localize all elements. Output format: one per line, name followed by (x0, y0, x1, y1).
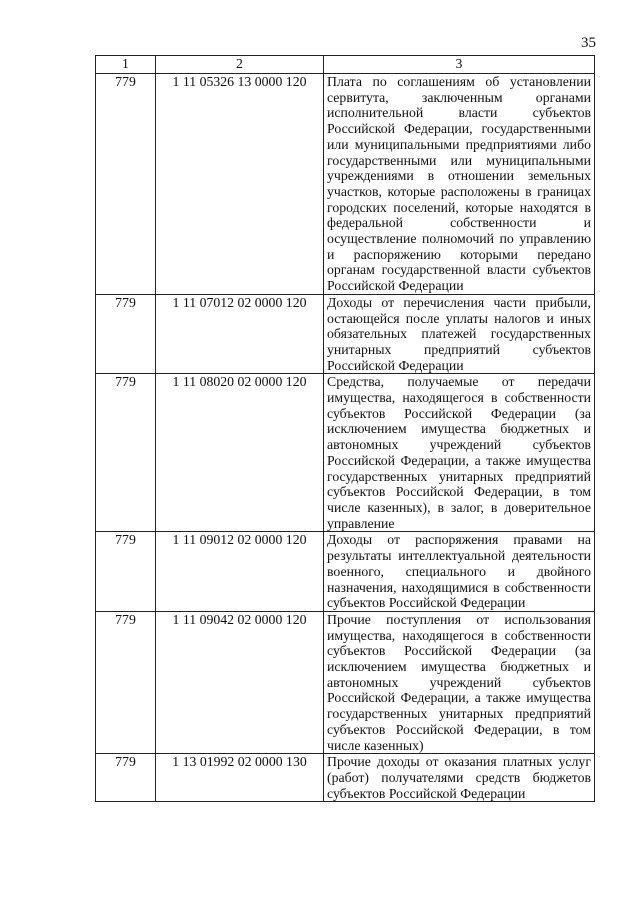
administrator-code-cell: 779 (96, 754, 156, 802)
revenue-code-cell: 1 11 08020 02 0000 120 (156, 374, 324, 532)
table-row (96, 611, 595, 753)
revenue-code-cell: 1 11 09042 02 0000 120 (156, 611, 324, 753)
page-number: 35 (581, 35, 596, 51)
administrator-code-cell: 779 (96, 74, 156, 295)
revenue-code-cell: 1 11 09012 02 0000 120 (156, 532, 324, 612)
description-cell: Прочие доходы от оказания платных услуг (работ) получателями средств бюджетов субъектов Российской Федерации (324, 754, 595, 802)
description-cell: Прочие поступления от использования имущества, находящегося в собственности субъектов Российской Федерации (за исключением имущества бюджетных и автономных учреждений субъектов Российской Федерации, а также имущества государственных унитарных предприятий субъектов Российской Федерации, в том числе казенных) (324, 611, 595, 753)
column-header-3: 3 (324, 56, 595, 74)
revenue-code-cell: 1 13 01992 02 0000 130 (156, 754, 324, 802)
description-cell: Доходы от перечисления части прибыли, остающейся после уплаты налогов и иных обязательных платежей государственных унитарных предприятий субъектов Российской Федерации (324, 294, 595, 374)
column-header-1: 1 (96, 56, 156, 74)
table-header-row (96, 56, 595, 74)
administrator-code-cell: 779 (96, 611, 156, 753)
column-header-2: 2 (156, 56, 324, 74)
table-row (96, 754, 595, 802)
table-row (96, 74, 595, 295)
description-cell: Доходы от распоряжения правами на результаты интеллектуальной деятельности военного, специального и двойного назначения, находящимися в собственности субъектов Российской Федерации (324, 532, 595, 612)
table-row (96, 294, 595, 374)
description-cell: Средства, получаемые от передачи имущества, находящегося в собственности субъектов Российской Федерации (за исключением имущества бюджетных и автономных учреждений субъектов Российской Федерации, а также имущества государственных унитарных предприятий субъектов Российской Федерации, в том числе казенных), в залог, в доверительное управление (324, 374, 595, 532)
revenue-codes-table (95, 55, 595, 802)
table-row (96, 532, 595, 612)
description-cell: Плата по соглашениям об установлении сервитута, заключенным органами исполнительной власти субъектов Российской Федерации, государственными или муниципальными предприятиями либо государственными или муниципальными учреждениями в отношении земельных участков, которые расположены в границах городских поселений, которые находятся в федеральной собственности и осуществление полномочий по управлению и распоряжению которыми передано органам государственной власти субъектов Российской Федерации (324, 74, 595, 295)
revenue-code-cell: 1 11 05326 13 0000 120 (156, 74, 324, 295)
table-row (96, 374, 595, 532)
administrator-code-cell: 779 (96, 374, 156, 532)
administrator-code-cell: 779 (96, 532, 156, 612)
revenue-code-cell: 1 11 07012 02 0000 120 (156, 294, 324, 374)
administrator-code-cell: 779 (96, 294, 156, 374)
